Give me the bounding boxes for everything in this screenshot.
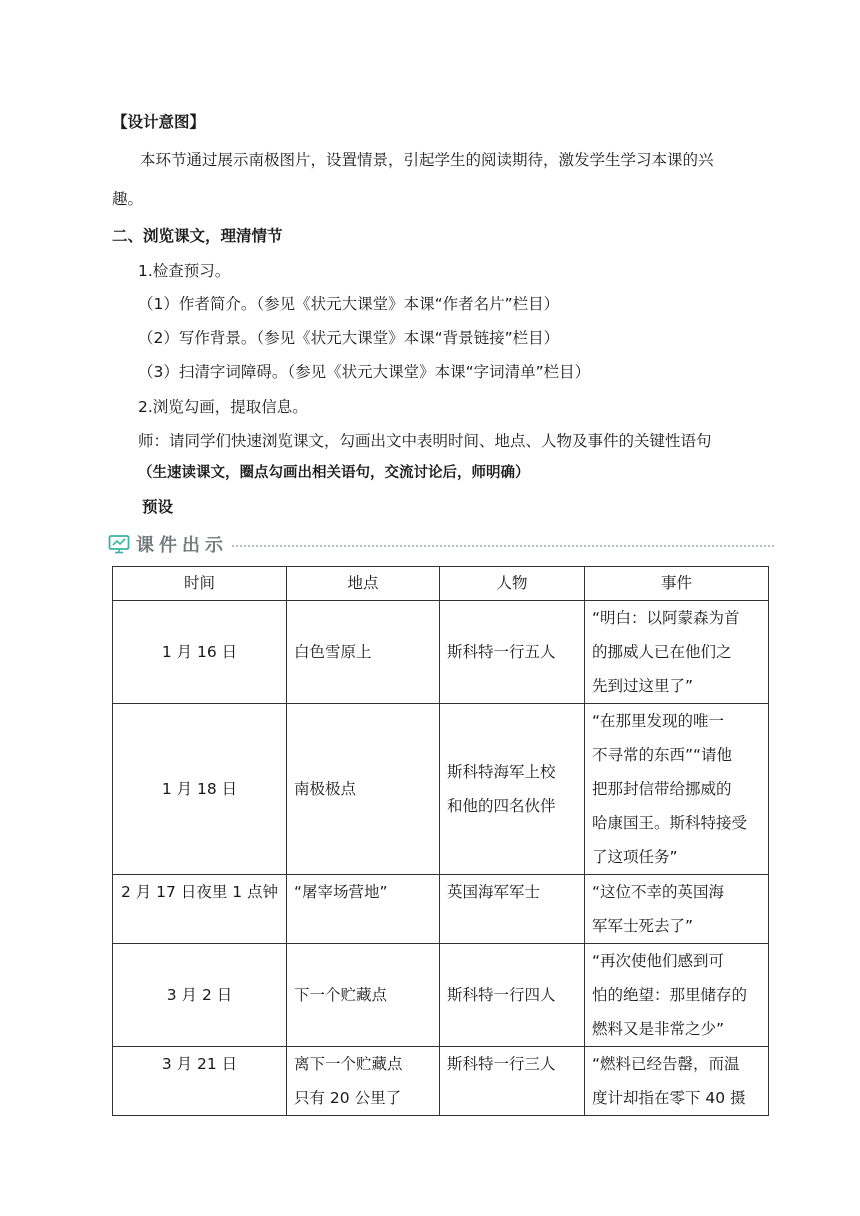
- cell-people: 英国海军军士: [440, 875, 585, 944]
- cell-place: 白色雪原上: [287, 601, 440, 704]
- cell-event: [585, 875, 769, 944]
- design-intent-paragraph-line-2: 趣。: [112, 190, 144, 208]
- cell-time: 2 月 17 日夜里 1 点钟: [113, 875, 287, 944]
- people-line: 和他的四名伙伴: [447, 797, 556, 815]
- event-line: 怕的绝望：那里储存的: [592, 986, 748, 1004]
- header-time: 时间: [113, 567, 287, 601]
- cell-time: 1 月 18 日: [113, 704, 287, 875]
- people-line: 斯科特海军上校: [447, 763, 556, 781]
- event-line: “再次使他们感到可: [592, 952, 725, 970]
- cell-time: 3 月 2 日: [113, 944, 287, 1047]
- cell-place: 南极极点: [287, 704, 440, 875]
- courseware-banner: [108, 530, 774, 558]
- cell-people: [440, 704, 585, 875]
- cell-people: 斯科特一行五人: [440, 601, 585, 704]
- table-row: [113, 704, 769, 875]
- courseware-title: 课件出示: [136, 535, 228, 556]
- header-place: 地点: [287, 567, 440, 601]
- cell-event: [585, 1047, 769, 1116]
- table-row: [113, 1047, 769, 1116]
- slide-presentation-icon: [108, 534, 130, 554]
- design-intent-heading: 【设计意图】: [112, 113, 206, 131]
- cell-event: [585, 704, 769, 875]
- table-row: [113, 601, 769, 704]
- header-people: 人物: [440, 567, 585, 601]
- cell-people: 斯科特一行三人: [440, 1047, 585, 1116]
- place-line: 只有 20 公里了: [294, 1089, 402, 1107]
- event-line: “明白：以阿蒙森为首: [592, 609, 740, 627]
- item-1-check-preview: 1.检查预习。: [138, 262, 231, 280]
- table-header-row: [113, 567, 769, 601]
- cell-time: 3 月 21 日: [113, 1047, 287, 1116]
- dotted-divider: [232, 545, 774, 547]
- event-line: 了这项任务”: [592, 848, 678, 866]
- event-line: 不寻常的东西”“请他: [592, 746, 733, 764]
- table-row: [113, 944, 769, 1047]
- event-line: “这位不幸的英国海: [592, 883, 725, 901]
- event-line: 燃料又是非常之少”: [592, 1020, 725, 1038]
- student-activity-note: （生速读课文，圈点勾画出相关语句，交流讨论后，师明确）: [138, 465, 530, 481]
- sub-item-writing-background: （2）写作背景。（参见《状元大课堂》本课“背景链接”栏目）: [138, 329, 560, 347]
- event-line: 的挪威人已在他们之: [592, 643, 732, 661]
- event-line: 先到过这里了”: [592, 677, 694, 695]
- cell-event: [585, 944, 769, 1047]
- place-line: 离下一个贮藏点: [294, 1055, 403, 1073]
- item-2-browse-extract: 2.浏览勾画，提取信息。: [138, 398, 308, 416]
- event-line: 把那封信带给挪威的: [592, 780, 732, 798]
- cell-time: 1 月 16 日: [113, 601, 287, 704]
- table-row: [113, 875, 769, 944]
- event-line: 度计却指在零下 40 摄: [592, 1089, 746, 1107]
- cell-place: 下一个贮藏点: [287, 944, 440, 1047]
- teacher-instruction: 师：请同学们快速浏览课文，勾画出文中表明时间、地点、人物及事件的关键性语句: [138, 432, 712, 450]
- plot-info-table: [112, 566, 769, 1116]
- cell-people: 斯科特一行四人: [440, 944, 585, 1047]
- event-line: 哈康国王。斯科特接受: [592, 814, 748, 832]
- preset-label: 预设: [142, 498, 174, 516]
- section-2-title: 二、浏览课文，理清情节: [112, 227, 283, 245]
- event-line: “燃料已经告罄，而温: [592, 1055, 740, 1073]
- event-line: “在那里发现的唯一: [592, 712, 725, 730]
- sub-item-vocabulary: （3）扫清字词障碍。（参见《状元大课堂》本课“字词清单”栏目）: [138, 363, 591, 381]
- sub-item-author-intro: （1）作者简介。（参见《状元大课堂》本课“作者名片”栏目）: [138, 295, 560, 313]
- design-intent-paragraph-line-1: 本环节通过展示南极图片，设置情景，引起学生的阅读期待，激发学生学习本课的兴: [140, 151, 714, 169]
- header-event: 事件: [585, 567, 769, 601]
- cell-event: [585, 601, 769, 704]
- cell-place: [287, 1047, 440, 1116]
- event-line: 军军士死去了”: [592, 917, 694, 935]
- cell-place: “屠宰场营地”: [287, 875, 440, 944]
